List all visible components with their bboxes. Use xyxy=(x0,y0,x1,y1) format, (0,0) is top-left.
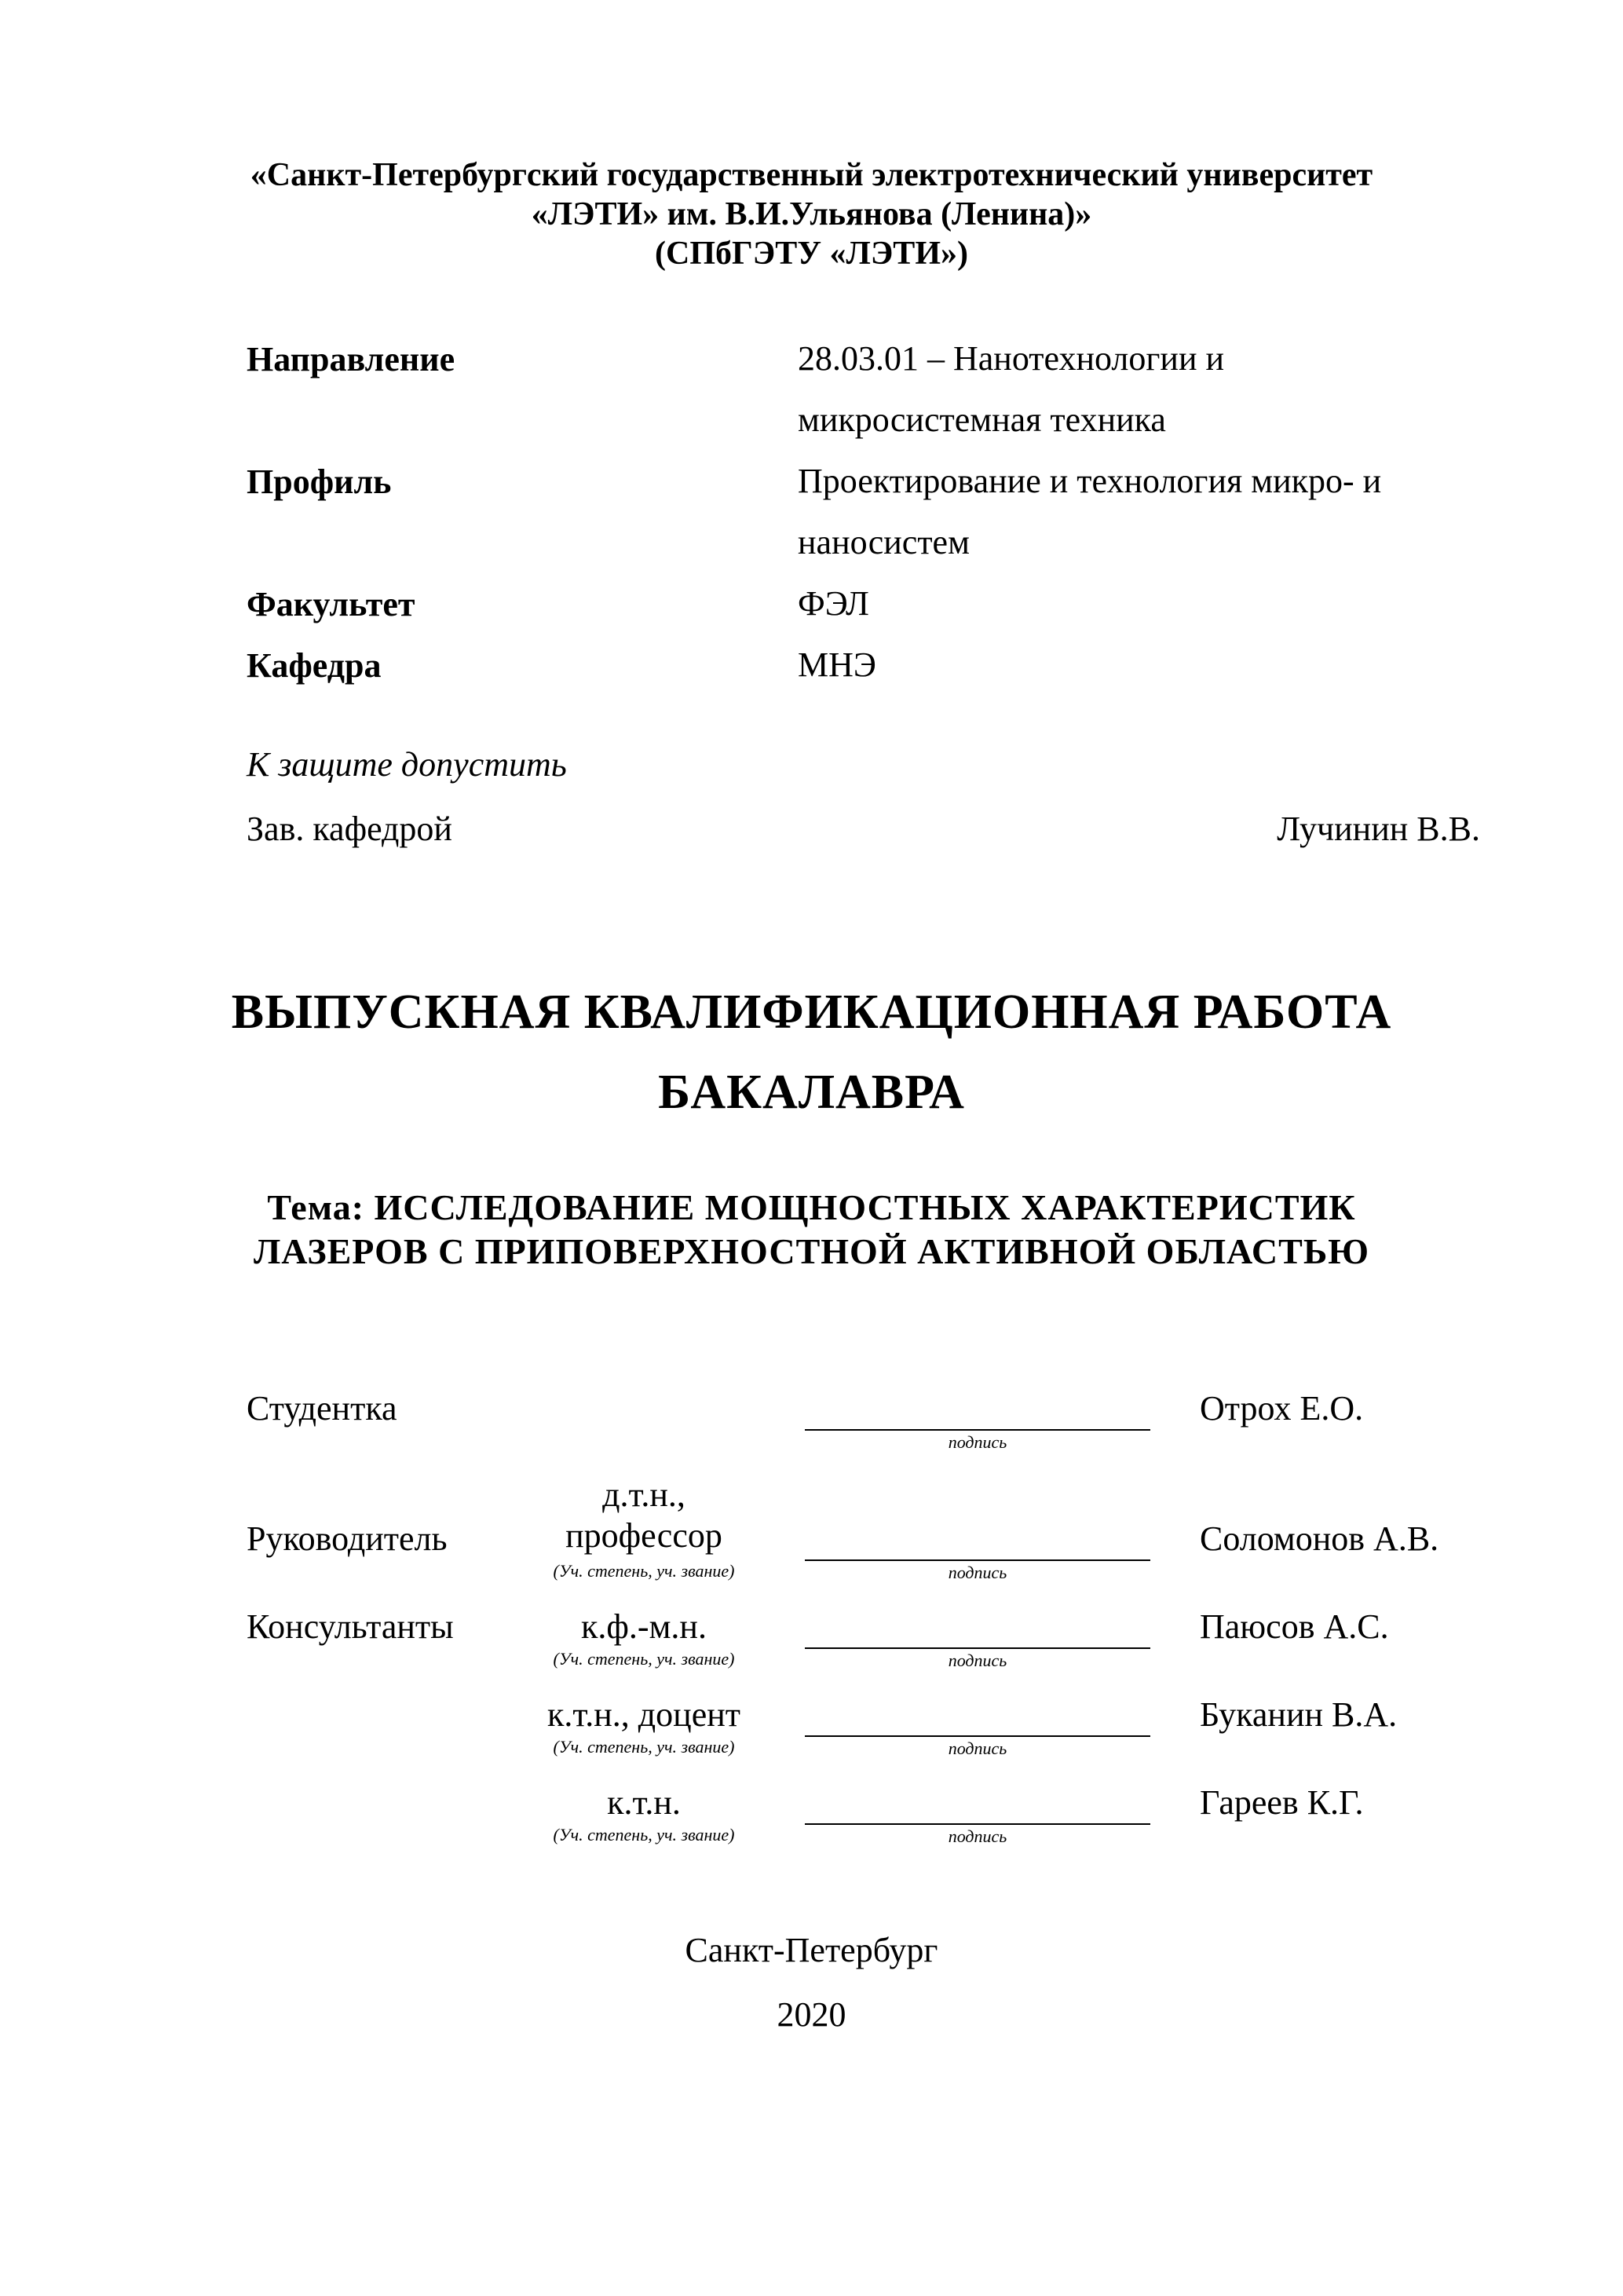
consultant3-name: Гареев К.Г. xyxy=(1200,1783,1364,1822)
university-name-line2: «ЛЭТИ» им. В.И.Ульянова (Ленина)» xyxy=(531,196,1092,232)
department-value: МНЭ xyxy=(798,645,876,684)
consultants-role: Консультанты xyxy=(247,1607,454,1646)
consultant3-signature-line xyxy=(805,1823,1150,1825)
topic-line1: Тема: ИССЛЕДОВАНИЕ МОЩНОСТНЫХ ХАРАКТЕРИСТИК xyxy=(267,1187,1356,1227)
document-title-line2: БАКАЛАВРА xyxy=(658,1066,965,1119)
head-of-department-name: Лучинин В.В. xyxy=(1277,810,1480,848)
consultant2-degree-hint: (Уч. степень, уч. звание) xyxy=(553,1737,735,1757)
consultant1-degree: к.ф.-м.н. xyxy=(581,1607,707,1646)
consultant2-signature-hint: подпись xyxy=(948,1738,1007,1758)
student-role: Студентка xyxy=(247,1389,397,1428)
direction-value-line1: 28.03.01 – Нанотехнологии и xyxy=(798,339,1225,378)
supervisor-role: Руководитель xyxy=(247,1519,448,1558)
university-name-line1: «Санкт-Петербургский государственный электротехнический университет xyxy=(250,157,1373,193)
university-abbreviation: (СПбГЭТУ «ЛЭТИ») xyxy=(655,236,968,272)
consultant3-degree-hint: (Уч. степень, уч. звание) xyxy=(553,1825,735,1844)
consultant1-name: Паюсов А.С. xyxy=(1200,1607,1389,1646)
student-signature-hint: подпись xyxy=(948,1432,1007,1452)
department-label: Кафедра xyxy=(247,646,382,685)
supervisor-signature-line xyxy=(805,1559,1150,1561)
supervisor-degree-line1: д.т.н., xyxy=(602,1475,685,1514)
head-of-department-label: Зав. кафедрой xyxy=(247,810,452,848)
faculty-label: Факультет xyxy=(247,585,415,623)
consultant3-signature-hint: подпись xyxy=(948,1826,1007,1846)
profile-label: Профиль xyxy=(247,462,392,501)
consultant2-signature-line xyxy=(805,1735,1150,1737)
profile-value xyxy=(798,451,1504,573)
city: Санкт-Петербург xyxy=(685,1931,938,1969)
year: 2020 xyxy=(777,1995,846,2034)
consultant3-degree: к.т.н. xyxy=(607,1783,681,1822)
consultant2-degree: к.т.н., доцент xyxy=(546,1695,741,1734)
supervisor-degree-line2: профессор xyxy=(565,1516,722,1555)
direction-value-line2: микросистемная техника xyxy=(798,400,1166,439)
consultant2-name: Буканин В.А. xyxy=(1200,1695,1398,1734)
document-title-line1: ВЫПУСКНАЯ КВАЛИФИКАЦИОННАЯ РАБОТА xyxy=(231,985,1392,1039)
consultant1-degree-hint: (Уч. степень, уч. звание) xyxy=(553,1649,735,1669)
student-signature-line xyxy=(805,1429,1150,1431)
faculty-value: ФЭЛ xyxy=(798,584,869,623)
supervisor-degree xyxy=(518,1475,769,1556)
consultant1-signature-line xyxy=(805,1647,1150,1649)
supervisor-name: Соломонов А.В. xyxy=(1200,1519,1439,1558)
admission-note: К защите допустить xyxy=(247,745,567,784)
supervisor-signature-hint: подпись xyxy=(948,1563,1007,1582)
supervisor-degree-hint: (Уч. степень, уч. звание) xyxy=(553,1561,735,1581)
direction-value xyxy=(798,328,1504,451)
profile-value-line1: Проектирование и технология микро- и xyxy=(798,462,1382,500)
topic-line2: ЛАЗЕРОВ С ПРИПОВЕРХНОСТНОЙ АКТИВНОЙ ОБЛАСТЬЮ xyxy=(253,1231,1370,1271)
direction-label: Направление xyxy=(247,340,455,378)
consultant1-signature-hint: подпись xyxy=(948,1651,1007,1670)
profile-value-line2: наносистем xyxy=(798,523,970,561)
student-name: Отрох Е.О. xyxy=(1200,1389,1364,1428)
